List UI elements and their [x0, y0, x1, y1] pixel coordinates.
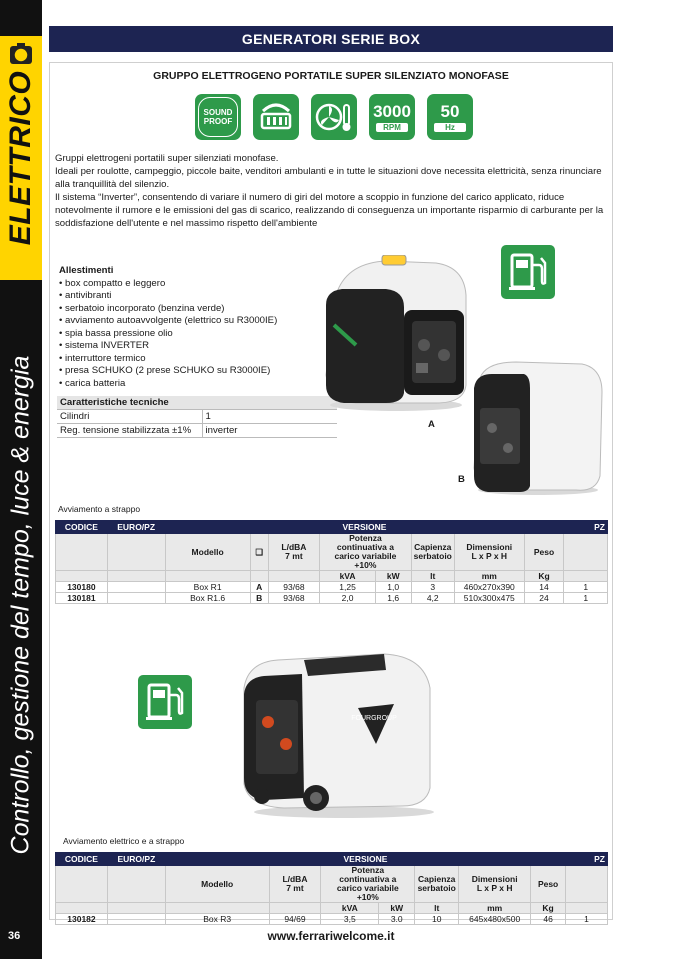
table-header-row: [56, 853, 608, 866]
generator-r3-image: [234, 648, 436, 820]
unit-kw: kW: [379, 903, 415, 914]
products-table-pull-start: [55, 520, 608, 604]
table-units-row: [56, 571, 608, 582]
price-cell: [107, 582, 165, 593]
proof-label: PROOF: [203, 117, 233, 126]
table-subheader-row: [56, 534, 608, 571]
fuel-pump-icon: [501, 245, 555, 299]
frequency-badge: [427, 94, 473, 140]
table-units-row: [56, 903, 608, 914]
feature-item: • carica batteria: [59, 377, 126, 389]
unit-kg: Kg: [524, 571, 564, 582]
rpm-value: 3000: [373, 101, 411, 121]
page-number: 36: [8, 930, 21, 942]
col-codice: CODICE: [56, 853, 108, 866]
table-header-row: [56, 521, 608, 534]
section-label-pull-start: Avviamento a strappo: [58, 504, 141, 514]
col-pz: PZ: [566, 853, 608, 866]
feature-item: • box compatto e leggero: [59, 277, 166, 289]
description-line: Ideali per roulotte, campeggio, piccole baite, venditori ambulanti e in tutte le situazioni dove necessita elettricità, senza rinunciare alla tranquillità del silenzio.: [55, 166, 602, 190]
col-potenza: Potenza continuativa a carico variabile +10%: [321, 866, 415, 903]
col-capienza: Capienza serbatoio: [415, 866, 459, 903]
sound-label: SOUND: [203, 108, 233, 117]
spec-value: 1: [202, 410, 337, 424]
feature-item: • interruttore termico: [59, 352, 146, 364]
unit-lt: lt: [411, 571, 454, 582]
lt-cell: 3: [411, 582, 454, 593]
col-europz: EURO/PZ: [107, 853, 165, 866]
table-row: [57, 424, 337, 438]
catalog-section-title: Controllo, gestione del tempo, luce & energia: [6, 355, 35, 855]
table-row: [57, 410, 337, 424]
sound-proof-badge: [195, 94, 241, 140]
kva-cell: 1,25: [320, 582, 376, 593]
product-description: [55, 152, 610, 230]
col-modello: Modello: [165, 866, 269, 903]
model-cell: Box R1: [165, 582, 250, 593]
product-code: 130182: [56, 914, 108, 925]
model-cell: Box R3: [165, 914, 269, 925]
dim-cell: 510x300x475: [454, 593, 524, 604]
table-subheader-row: [56, 866, 608, 903]
feature-item: • antivibranti: [59, 290, 112, 301]
unit-mm: mm: [454, 571, 524, 582]
image-label-b: B: [458, 474, 465, 485]
section-label-electric-start: Avviamento elettrico e a strappo: [63, 836, 185, 846]
spec-label: Cilindri: [57, 410, 202, 424]
kw-cell: 1,6: [375, 593, 411, 604]
unit-lt: lt: [415, 903, 459, 914]
kg-cell: 24: [524, 593, 564, 604]
inverter-engine-icon: [253, 94, 299, 140]
unit-kva: kVA: [321, 903, 379, 914]
image-label-a: A: [428, 419, 435, 430]
rpm-badge: [369, 94, 415, 140]
col-peso: Peso: [524, 534, 564, 571]
col-versione: VERSIONE: [165, 521, 564, 534]
tech-specs-table: [57, 396, 337, 438]
model-cell: Box R1.6: [165, 593, 250, 604]
feature-item: • sistema INVERTER: [59, 340, 150, 351]
pz-cell: 1: [564, 582, 608, 593]
specs-title: Caratteristiche tecniche: [57, 396, 337, 410]
col-capienza: Capienza serbatoio: [411, 534, 454, 571]
spec-value: inverter: [202, 424, 337, 438]
category-title: ELETTRICO: [4, 70, 37, 246]
dim-cell: 460x270x390: [454, 582, 524, 593]
pz-cell: 1: [566, 914, 608, 925]
price-cell: [107, 914, 165, 925]
kva-cell: 2,0: [320, 593, 376, 604]
table-row: [56, 914, 608, 925]
col-codice: CODICE: [56, 521, 108, 534]
hz-value: 50: [440, 101, 460, 121]
col-pz: PZ: [564, 521, 608, 534]
lt-cell: 4,2: [411, 593, 454, 604]
col-potenza: Potenza continuativa a carico variabile +10%: [320, 534, 411, 571]
features-list: [59, 265, 319, 390]
feature-item: • presa SCHUKO (2 prese SCHUKO su R3000IE): [59, 365, 271, 376]
kw-cell: 3.0: [379, 914, 415, 925]
ldba-cell: 93/68: [268, 582, 320, 593]
kg-cell: 14: [524, 582, 564, 593]
checkbox-icon: ❑: [250, 534, 268, 571]
feature-item: • serbatoio incorporato (benzina verde): [59, 302, 225, 314]
feature-badges: [195, 94, 473, 140]
col-dimensioni: Dimensioni L x P x H: [459, 866, 531, 903]
variant-cell: B: [250, 593, 268, 604]
footer-website-link[interactable]: www.ferrariwelcome.it: [267, 929, 395, 943]
pz-cell: 1: [564, 593, 608, 604]
unit-kw: kW: [375, 571, 411, 582]
col-modello: Modello: [165, 534, 250, 571]
cooling-fan-thermometer-icon: [311, 94, 357, 140]
feature-item: • spia bassa pressione olio: [59, 327, 173, 339]
product-code: 130180: [56, 582, 108, 593]
kw-cell: 1,0: [375, 582, 411, 593]
variant-cell: A: [250, 582, 268, 593]
brand-logo: FOURGROUP: [351, 715, 397, 722]
page-title: GENERATORI SERIE BOX: [241, 31, 421, 47]
kg-cell: 46: [531, 914, 566, 925]
page-header: [49, 26, 613, 52]
unit-kg: Kg: [531, 903, 566, 914]
ldba-cell: 94/69: [269, 914, 321, 925]
price-cell: [107, 593, 165, 604]
bulb-icon: [7, 40, 35, 68]
ldba-cell: 93/68: [268, 593, 320, 604]
unit-mm: mm: [459, 903, 531, 914]
product-code: 130181: [56, 593, 108, 604]
description-line: Il sistema “Inverter”, consentendo di variare il numero di giri del motore a scoppio in funzione del carico applicato, riduce notevolmente il rumore e le emissioni del gas di scarico, realizzando di conseguenza un importante risparmio di carburante per la soddisfazione dell'utente e nel massimo rispetto dell'ambiente: [55, 192, 604, 229]
col-ldba: L/dBA 7 mt: [269, 866, 321, 903]
spec-label: Reg. tensione stabilizzata ±1%: [57, 424, 202, 438]
dim-cell: 645x480x500: [459, 914, 531, 925]
col-ldba: L/dBA 7 mt: [268, 534, 320, 571]
description-line: Gruppi elettrogeni portatili super silenziati monofase.: [55, 153, 279, 164]
col-europz: EURO/PZ: [107, 521, 165, 534]
generator-a-image: [316, 255, 472, 413]
unit-kva: kVA: [320, 571, 376, 582]
generator-b-image: [466, 358, 606, 496]
table-row: [56, 593, 608, 604]
col-dimensioni: Dimensioni L x P x H: [454, 534, 524, 571]
rpm-unit: RPM: [376, 123, 408, 132]
features-title: Allestimenti: [59, 265, 114, 276]
kva-cell: 3,5: [321, 914, 379, 925]
table-row: [56, 582, 608, 593]
products-table-electric-start: [55, 852, 608, 925]
fuel-pump-icon: [138, 675, 192, 729]
hz-unit: Hz: [434, 123, 466, 132]
product-subtitle: GRUPPO ELETTROGENO PORTATILE SUPER SILENZIATO MONOFASE: [153, 70, 509, 82]
col-versione: VERSIONE: [165, 853, 565, 866]
feature-item: • avviamento autoavvolgente (elettrico su R3000IE): [59, 315, 278, 326]
col-peso: Peso: [531, 866, 566, 903]
lt-cell: 10: [415, 914, 459, 925]
